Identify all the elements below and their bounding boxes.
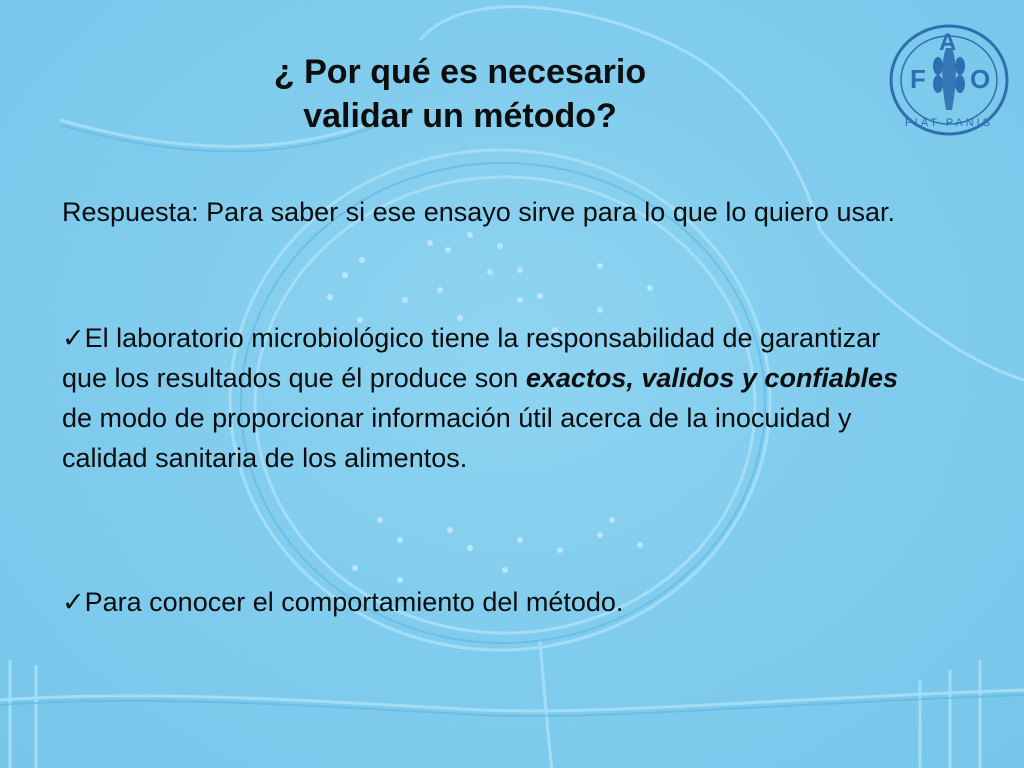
logo-motto: FIAT PANIS xyxy=(904,117,994,129)
answer-paragraph: Respuesta: Para saber si ese ensayo sirve para lo que lo quiero usar. xyxy=(62,197,895,227)
logo-letter-o: O xyxy=(970,64,991,94)
bullet-behavior xyxy=(62,582,912,622)
title-line-2: validar un método? xyxy=(303,97,617,135)
bullet-text-end: de modo de proporcionar información útil acerca de la inocuidad y calidad sanitaria de los alimentos. xyxy=(62,403,852,473)
checkmark-icon: ✓ xyxy=(62,323,85,353)
bullet-text-start: El laboratorio microbiológico tiene la responsabilidad de garantizar que los resultados que él produce son xyxy=(62,323,881,393)
bullet-emphasis: exactos, validos y confiables xyxy=(525,363,898,393)
bullet-text: Para conocer el comportamiento del método. xyxy=(84,587,624,617)
checkmark-icon: ✓ xyxy=(62,587,85,617)
slide-title xyxy=(180,50,740,138)
fao-logo-icon xyxy=(886,22,1012,138)
bullet-responsibility xyxy=(62,318,912,478)
title-line-1: ¿ Por qué es necesario xyxy=(273,53,647,91)
logo-letter-f: F xyxy=(910,64,926,94)
logo-letter-a: A xyxy=(939,29,957,56)
